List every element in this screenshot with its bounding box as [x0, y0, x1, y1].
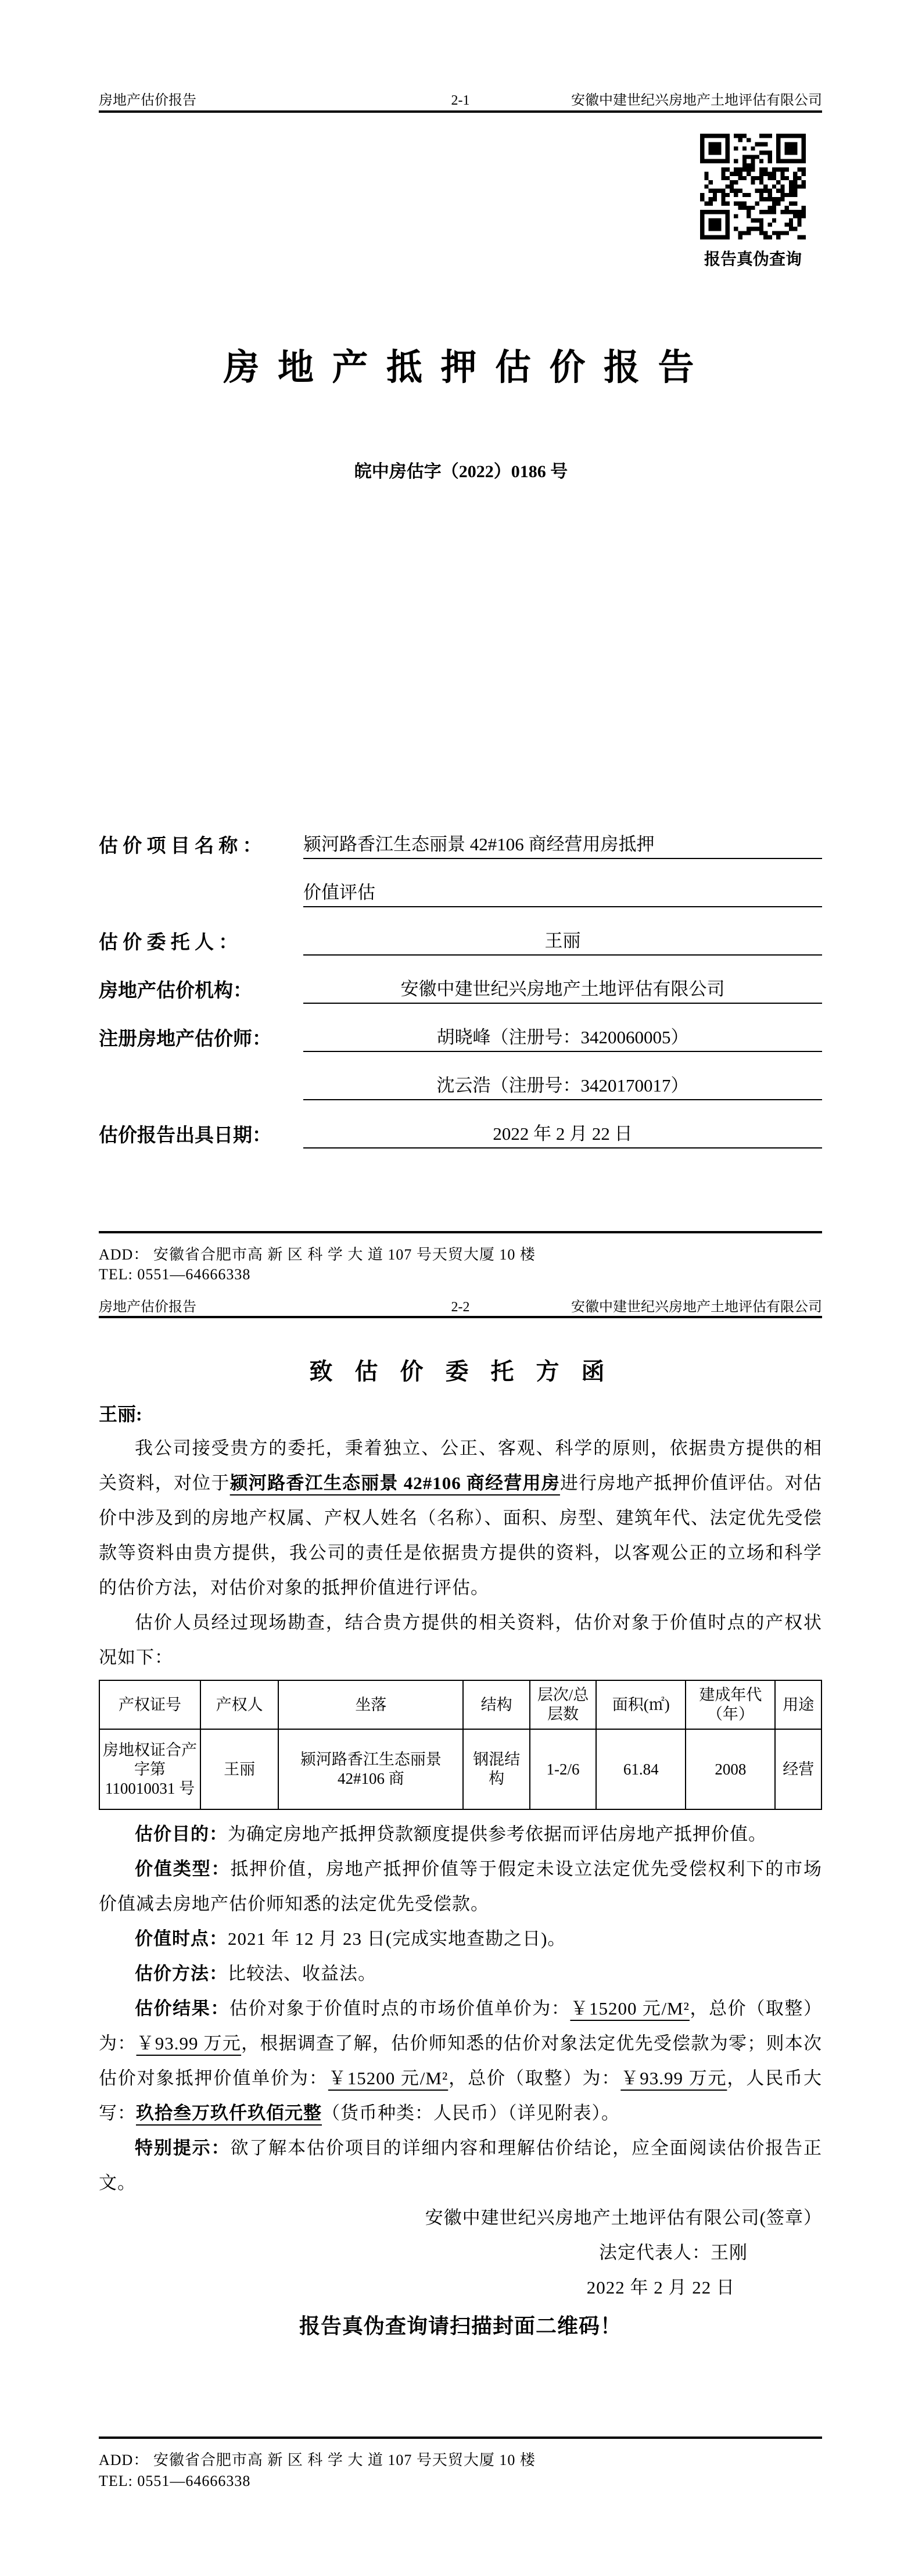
text-run: ￥93.99 万元 — [136, 2033, 242, 2053]
cell-structure: 钢混结构 — [463, 1729, 529, 1809]
header-rule — [99, 1316, 822, 1318]
field-label: 估 价 项 目 名 称 ： — [99, 836, 262, 857]
letter-paragraph-survey — [99, 1605, 822, 1675]
text-run: 颍河路香江生态丽景 42#106 商经营用房 — [229, 1473, 560, 1493]
cover-fields — [99, 811, 822, 1149]
field-value: 2022 年 2 月 22 日 — [303, 1119, 822, 1149]
qr-code-icon — [700, 134, 806, 239]
field-client — [99, 907, 822, 956]
text-run: 估价目的： — [135, 1824, 228, 1844]
document-number: 皖中房估字（2022）0186 号 — [354, 462, 568, 481]
page2-header — [99, 1295, 822, 1315]
qr-caption: 报告真伪查询 — [704, 251, 802, 269]
cell-owner: 王丽 — [200, 1729, 278, 1809]
col-owner: 产权人 — [200, 1680, 278, 1729]
qr-block — [689, 134, 817, 270]
qr-scan-notice: 报告真伪查询请扫描封面二维码！ — [299, 2314, 622, 2338]
text-run: 比较法、收益法。 — [228, 1963, 376, 1984]
footer-address: ADD： 安徽省合肥市高 新 区 科 学 大 道 107 号天贸大厦 10 楼 — [99, 2452, 536, 2468]
text-run: ￥93.99 万元 — [620, 2068, 727, 2088]
field-value: 胡晓峰（注册号：3420060005） — [303, 1022, 822, 1052]
letter-paragraph-value-type — [99, 1852, 822, 1922]
field-appraiser-1 — [99, 1004, 822, 1052]
text-run: 玖拾叁万玖仟玖佰元整 — [136, 2103, 322, 2123]
text-run: ￥15200 元/M² — [570, 1998, 690, 2019]
cell-floor: 1-2/6 — [530, 1729, 596, 1809]
text-run: 特别提示： — [135, 2138, 231, 2158]
header-page-number: 2-2 — [451, 1300, 470, 1315]
signature-company: 安徽中建世纪兴房地产土地评估有限公司(签章） — [425, 2208, 822, 2228]
text-run: ，总价（取整）为： — [448, 2068, 621, 2088]
cell-certificate-no: 房地权证合产字第 110010031 号 — [99, 1729, 200, 1809]
cell-location: 颍河路香江生态丽景 42#106 商 — [278, 1729, 463, 1809]
header-company-name: 安徽中建世纪兴房地产土地评估有限公司 — [571, 1300, 822, 1315]
field-label: 估价报告出具日期： — [99, 1125, 271, 1146]
cell-area: 61.84 — [596, 1729, 686, 1809]
col-floor: 层次/总层数 — [530, 1680, 596, 1729]
field-label: 注册房地产估价师： — [99, 1029, 271, 1050]
footer-telephone: TEL: 0551—64666338 — [99, 2473, 251, 2489]
letter-body — [99, 1431, 822, 2347]
cell-year-built: 2008 — [686, 1729, 775, 1809]
header-doc-title: 房地产估价报告 — [99, 1300, 196, 1315]
field-issue-date — [99, 1100, 822, 1149]
text-run: ￥15200 元/M² — [328, 2068, 449, 2088]
footer-rule — [99, 1231, 822, 1233]
field-value: 颍河路香江生态丽景 42#106 商经营用房抵押 — [303, 829, 822, 859]
signature-date: 2022 年 2 月 22 日 — [586, 2277, 735, 2298]
letter-paragraph-notice — [99, 2131, 822, 2201]
col-usage: 用途 — [775, 1680, 821, 1729]
header-doc-title: 房地产估价报告 — [99, 93, 196, 108]
col-location: 坐落 — [278, 1680, 463, 1729]
field-appraiser-2 — [99, 1052, 822, 1100]
col-area: 面积(㎡) — [596, 1680, 686, 1729]
field-label: 估 价 委 托 人 ： — [99, 932, 238, 953]
field-project-name — [99, 811, 822, 859]
field-value: 沈云浩（注册号：3420170017） — [303, 1071, 822, 1100]
col-year-built: 建成年代（年） — [686, 1680, 775, 1729]
letter-paragraph-result — [99, 1991, 822, 2131]
letter-paragraph-intro — [99, 1431, 822, 1605]
text-run: ，人民币大写： — [99, 2068, 823, 2123]
footer-rule — [99, 2437, 822, 2439]
table-row — [99, 1729, 821, 1809]
text-run: 估价人员经过现场勘查，结合贵方提供的相关资料，估价对象于价值时点的产权状况如下： — [99, 1612, 822, 1668]
page1-header — [99, 88, 822, 109]
text-run: 我公司接受贵方的委托，秉着独立、公正、客观、科学的原则，依据贵方提供的相关资料，对位于 — [99, 1438, 822, 1493]
field-label: 房地产估价机构： — [99, 981, 252, 1001]
text-run: 欲了解本估价项目的详细内容和理解估价结论，应全面阅读估价报告正文。 — [99, 2138, 823, 2193]
text-run: 价值时点： — [135, 1929, 228, 1949]
table-header-row — [99, 1680, 821, 1729]
cell-usage: 经营 — [775, 1729, 821, 1809]
field-value: 安徽中建世纪兴房地产土地评估有限公司 — [303, 974, 822, 1004]
header-rule — [99, 110, 822, 113]
text-run: 价值类型： — [135, 1859, 231, 1879]
header-page-number: 2-1 — [451, 93, 470, 108]
text-run: 为确定房地产抵押贷款额度提供参考依据而评估房地产抵押价值。 — [228, 1824, 767, 1844]
letter-salutation: 王丽: — [99, 1404, 142, 1425]
text-run: ，根据调查了解，估价师知悉的估价对象法定优先受偿款为零；则本次估价对象抵押价值单价为： — [99, 2033, 823, 2088]
field-project-name-cont — [99, 859, 822, 907]
text-run: 2021 年 12 月 23 日(完成实地查勘之日)。 — [228, 1929, 566, 1949]
letter-paragraph-value-date — [99, 1922, 822, 1956]
header-company-name: 安徽中建世纪兴房地产土地评估有限公司 — [571, 93, 822, 108]
signature-legal-representative: 法定代表人：王刚 — [599, 2242, 748, 2263]
text-run: 抵押价值，房地产抵押价值等于假定未设立法定优先受偿权利下的市场价值减去房地产估价师知悉的法定优先受偿款。 — [99, 1859, 823, 1914]
report-title: 房 地 产 抵 押 估 价 报 告 — [223, 348, 699, 388]
field-value: 价值评估 — [303, 878, 822, 907]
letter-title: 致 估 价 委 托 方 函 — [309, 1358, 613, 1384]
text-run: 估价对象于价值时点的市场价值单价为： — [229, 1998, 571, 2019]
field-label — [99, 1099, 303, 1100]
letter-paragraph-method — [99, 1956, 822, 1991]
col-certificate-no: 产权证号 — [99, 1680, 200, 1729]
property-rights-table — [99, 1680, 822, 1810]
footer-telephone: TEL: 0551—64666338 — [99, 1266, 251, 1283]
text-run: 估价结果： — [135, 1998, 229, 2019]
col-structure: 结构 — [463, 1680, 529, 1729]
letter-paragraph-purpose — [99, 1817, 822, 1852]
text-run: 进行房地产抵押价值评估。对估价中涉及到的房地产权属、产权人姓名（名称）、面积、房型、建筑年代、法定优先受偿款等资料由贵方提供，我公司的责任是依据贵方提供的资料，以客观公正的立场和科学的估价方法，对估价对象的抵押价值进行评估。 — [99, 1473, 823, 1598]
field-agency — [99, 956, 822, 1004]
text-run: 估价方法： — [135, 1963, 228, 1984]
field-label — [99, 906, 303, 907]
text-run: （货币种类：人民币）（详见附表）。 — [322, 2103, 620, 2123]
footer-address: ADD： 安徽省合肥市高 新 区 科 学 大 道 107 号天贸大厦 10 楼 — [99, 1246, 536, 1263]
field-value: 王丽 — [303, 926, 822, 956]
text-run: ，总价（取整）为： — [99, 1998, 823, 2053]
